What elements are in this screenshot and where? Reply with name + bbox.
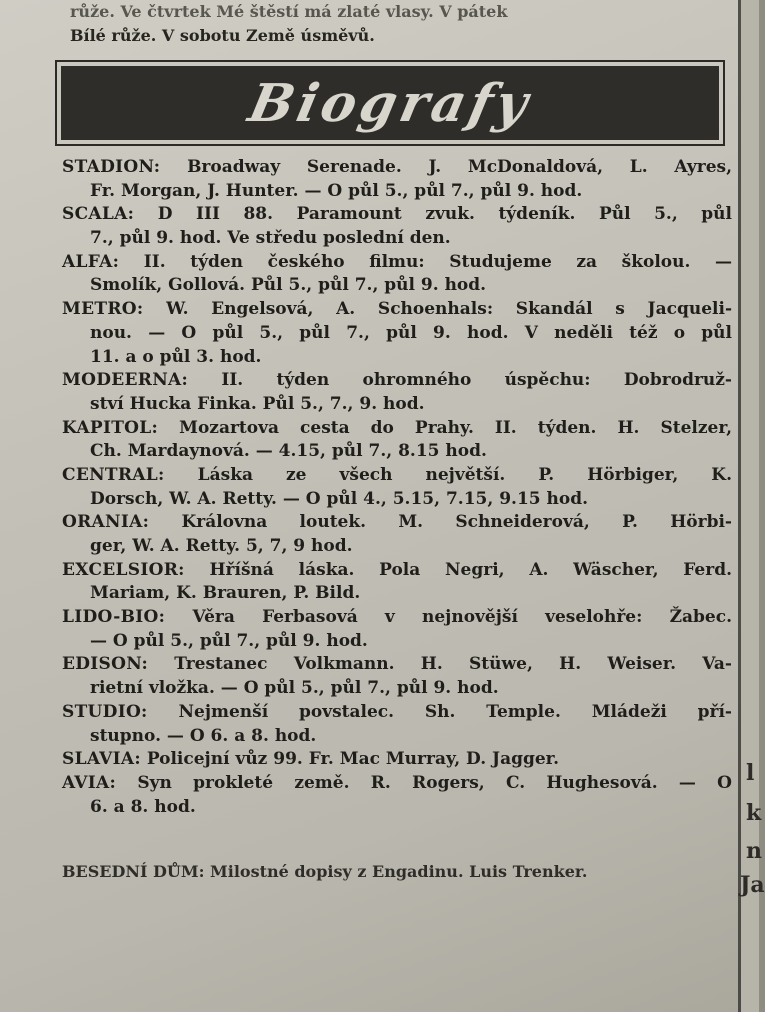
banner-plate xyxy=(61,66,719,140)
listing-text: stupno. — O 6. a 8. hod. xyxy=(90,725,317,746)
section-banner xyxy=(55,60,725,146)
listing-line xyxy=(62,251,732,275)
listing-line xyxy=(62,156,732,180)
listing-line xyxy=(62,606,732,630)
listing-line xyxy=(62,322,732,346)
listing-line xyxy=(62,630,732,654)
listing-text: Ch. Mardaynová. — 4.15, půl 7., 8.15 hod. xyxy=(90,441,487,462)
listing-line xyxy=(62,464,732,488)
listing-line xyxy=(62,701,732,725)
cinema-name: LIDO-BIO: xyxy=(62,607,166,628)
listing-text: Dorsch, W. A. Retty. — O půl 4., 5.15, 7.15, 9.15 hod. xyxy=(90,488,589,509)
listing-text: 11. a o půl 3. hod. xyxy=(90,346,262,367)
listing-line xyxy=(62,488,732,512)
previous-article-line: Bílé růže. V sobotu Země úsměvů. xyxy=(70,26,375,45)
edge-letter: l xyxy=(746,760,755,786)
listing-line xyxy=(62,535,732,559)
listing-text: ství Hucka Finka. Půl 5., 7., 9. hod. xyxy=(90,393,425,414)
cinema-name: BESEDNÍ DŮM: xyxy=(62,862,205,881)
listing-text: D III 88. Paramount zvuk. týdeník. Půl 5., půl xyxy=(157,204,732,225)
cinema-name: SLAVIA: xyxy=(62,749,141,770)
listing-line xyxy=(62,298,732,322)
listing-line xyxy=(62,346,732,370)
cinema-name: CENTRAL: xyxy=(62,464,165,485)
listing-line xyxy=(62,511,732,535)
listing-text: 6. a 8. hod. xyxy=(90,796,196,817)
listing-line xyxy=(62,725,732,749)
cinema-name: STUDIO: xyxy=(62,701,148,722)
listing-text: rietní vložka. — O půl 5., půl 7., půl 9. hod. xyxy=(90,678,499,699)
listing-line xyxy=(62,180,732,204)
listing-line xyxy=(62,274,732,298)
listing-text: II. týden ohromného úspěchu: Dobrodruž- xyxy=(221,370,732,391)
edge-letter: n xyxy=(746,838,762,864)
cinema-name: EDISON: xyxy=(62,654,149,675)
listing-text: — O půl 5., půl 7., půl 9. hod. xyxy=(90,630,368,651)
listing-line xyxy=(62,748,732,772)
cinema-name: SCALA: xyxy=(62,204,135,225)
listing-text: Mozartova cesta do Prahy. II. týden. H. Stelzer, xyxy=(179,417,732,438)
cinema-name: EXCELSIOR: xyxy=(62,559,185,580)
listing-text: W. Engelsová, A. Schoenhals: Skandál s Jacqueli- xyxy=(166,299,732,320)
listing-line xyxy=(62,393,732,417)
edge-letter: Ja xyxy=(740,872,765,898)
edge-letter: k xyxy=(746,800,762,826)
listing-line xyxy=(62,203,732,227)
listing-line xyxy=(62,677,732,701)
listing-line xyxy=(62,440,732,464)
listing-text: Věra Ferbasová v nejnovější veselohře: Žabec. xyxy=(192,607,732,628)
listing-text: Milostné dopisy z Engadinu. Luis Trenker. xyxy=(210,862,588,881)
listing-text: Syn prokleté země. R. Rogers, C. Hughesová. — O xyxy=(137,772,732,793)
cinema-name: AVIA: xyxy=(62,772,117,793)
cinema-name: METRO: xyxy=(62,299,144,320)
listing-line xyxy=(62,772,732,796)
listing-line xyxy=(62,582,732,606)
section-title: Biografy xyxy=(243,72,537,134)
listing-text: Fr. Morgan, J. Hunter. — O půl 5., půl 7., půl 9. hod. xyxy=(90,180,583,201)
listing-text: Broadway Serenade. J. McDonaldová, L. Ayres, xyxy=(187,157,732,177)
listing-line xyxy=(62,227,732,251)
cinema-name: KAPITOL: xyxy=(62,417,159,438)
listing-text: ger, W. A. Retty. 5, 7, 9 hod. xyxy=(90,536,353,556)
cinema-listings xyxy=(62,156,732,819)
previous-article-line: růže. Ve čtvrtek Mé štěstí má zlaté vlasy. V pátek xyxy=(70,2,508,21)
listing-text: Hříšná láska. Pola Negri, A. Wäscher, Ferd. xyxy=(209,559,733,580)
listing-text: II. týden českého filmu: Studujeme za školou. — xyxy=(143,251,732,272)
listing-line xyxy=(62,417,732,441)
listing-line xyxy=(62,559,732,583)
cinema-name: STADION: xyxy=(62,157,161,177)
cinema-name: ORANIA: xyxy=(62,512,150,533)
cinema-name: MODEERNA: xyxy=(62,370,189,391)
listing-text: Smolík, Gollová. Půl 5., půl 7., půl 9. hod. xyxy=(90,275,487,296)
listing-text: Královna loutek. M. Schneiderová, P. Hörbi- xyxy=(181,512,732,533)
listing-text: Policejní vůz 99. Fr. Mac Murray, D. Jagger. xyxy=(146,749,559,770)
listing-entry-footer xyxy=(62,862,732,881)
listing-text: Mariam, K. Brauren, P. Bild. xyxy=(90,583,361,604)
listing-line xyxy=(62,653,732,677)
listing-text: Láska ze všech největší. P. Hörbiger, K. xyxy=(197,464,733,485)
listing-text: Nejmenší povstalec. Sh. Temple. Mládeži pří- xyxy=(178,701,732,722)
cinema-name: ALFA: xyxy=(62,251,120,272)
listing-line xyxy=(62,796,732,820)
listing-text: Trestanec Volkmann. H. Stüwe, H. Weiser. Va- xyxy=(174,654,732,675)
listing-text: 7., půl 9. hod. Ve středu poslední den. xyxy=(90,228,451,249)
listing-text: nou. — O půl 5., půl 7., půl 9. hod. V neděli též o půl xyxy=(90,322,732,343)
listing-line xyxy=(62,369,732,393)
previous-article xyxy=(70,0,730,48)
